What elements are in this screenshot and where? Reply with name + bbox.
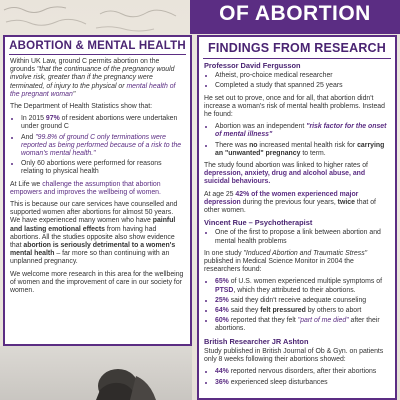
statistics-list [10, 115, 185, 176]
list-item: • One of the first to propose a link between abortion and mental health problems [215, 229, 390, 245]
ashton-title: British Researcher JR Ashton [204, 336, 309, 346]
list-item [215, 307, 390, 315]
text: that of other women. [204, 198, 376, 215]
text: Within UK Law, ground C permits abortion on the grounds [10, 58, 160, 74]
fergusson-facts [204, 72, 390, 90]
text: of U.S. women experienced multiple symptoms of [228, 278, 382, 286]
handwriting-background [0, 0, 190, 36]
care-services-paragraph [10, 201, 185, 267]
list-item [215, 142, 390, 158]
bold: no [249, 141, 258, 149]
highlight: 25% [215, 296, 229, 304]
list-item [215, 278, 390, 294]
bold: painful and lasting emotional effects [10, 217, 176, 233]
list-item [21, 115, 185, 131]
left-panel-heading: ABORTION & MENTAL HEALTH [9, 37, 186, 55]
highlight: 60% [215, 317, 229, 325]
text: , which they attributed to their abortions. [233, 286, 356, 294]
text: by others to abort [305, 307, 362, 315]
text: Abortion was an independent [215, 123, 307, 131]
list-item [215, 123, 390, 139]
fergusson-paragraph: He set out to prove, once and for all, that abortion didn't increase a woman's risk of mental health problems. Instead he found: [204, 94, 385, 119]
text: of resident abortions were undertaken under ground C [21, 115, 178, 131]
text: published in Medical Science Monitor in 2004 the researchers found: [204, 258, 354, 274]
bold: abortion is seriously detrimental to a women's mental health [10, 242, 176, 258]
bold: twice [337, 198, 355, 206]
text: after their abortions. [215, 317, 380, 333]
list-item [215, 297, 390, 305]
statistics-intro: The Department of Health Statistics show that: [10, 103, 153, 111]
research-welcome-paragraph: We welcome more research in this area for the wellbeing of women and the improvement of care in our society for women. [10, 270, 184, 295]
quote: "Induced Abortion and Traumatic Stress" [243, 249, 368, 257]
woman-photo [0, 346, 192, 400]
ashton-paragraph: Study published in British Journal of Ob & Gyn. on patients only 8 weeks following their abortions showed: [204, 347, 384, 364]
banner-title: OF ABORTION [219, 2, 371, 25]
quote-end: " [72, 90, 76, 98]
text: – far more so than continuing with an unplanned pregnancy. [10, 250, 170, 266]
highlight: 65% [215, 278, 229, 286]
bold: carrying an "unwanted" pregnancy [215, 141, 385, 157]
highlight: challenge the assumption that abortion empowers and improves the wellbeing of women. [10, 180, 161, 196]
text: In 2015 [21, 115, 46, 123]
list-item [21, 134, 185, 159]
linked-rates-paragraph [204, 162, 390, 187]
fergusson-title: Professor David Fergusson [204, 61, 301, 70]
highlight: 36% [215, 378, 229, 386]
text: from having had abortions. All the studies opposite also show evidence that [10, 225, 175, 250]
age-25-paragraph [204, 191, 390, 216]
left-panel-body [5, 58, 190, 295]
fergusson-findings [204, 123, 390, 158]
highlight: 42% of the women experienced major depression [204, 190, 359, 206]
text: The study found abortion was linked to higher rates of [204, 162, 368, 170]
bold: felt pressured [260, 307, 306, 315]
list-item [215, 379, 390, 387]
ground-c-paragraph [10, 58, 185, 99]
rue-study-paragraph [204, 250, 390, 275]
highlight: 44% [215, 368, 229, 376]
ashton-findings [204, 368, 390, 386]
title-banner [190, 0, 400, 34]
text: In one study [204, 249, 244, 257]
highlight: "99.8% of ground C only terminations were reported as being performed because of a risk to the woman's mental health." [21, 133, 182, 158]
text: There was [215, 141, 250, 149]
highlight: "risk factor for the onset of mental illness" [215, 123, 387, 139]
rue-findings [204, 278, 390, 333]
text: said they [228, 307, 261, 315]
text: increased mental health risk for [257, 141, 358, 149]
research-findings-panel [197, 35, 397, 400]
list-item: • Only 60 abortions were performed for reasons relating to physical health [21, 160, 185, 176]
quote: "that the continuance of the pregnancy would involve risk, greater than if the pregnancy were terminated, of injury to the physical or [10, 66, 175, 90]
list-item [215, 317, 390, 333]
text: during the previous four years, [240, 198, 338, 206]
mental-health-panel [3, 35, 192, 346]
text: experienced sleep disturbances [228, 378, 328, 386]
list-item: • Completed a study that spanned 25 years [215, 82, 390, 90]
highlight: 97% [45, 115, 60, 123]
text: This is because our care services have counselled and supported women after abortions for almost 50 years. We have experienced many women who have [10, 201, 178, 225]
text: said they didn't receive adequate counseling [228, 296, 367, 304]
text: At age 25 [204, 190, 236, 198]
rue-title: Vincent Rue – Psychotherapist [204, 218, 313, 228]
highlight: depression, anxiety, drug and alcohol abuse, and suicidal behaviours. [204, 170, 366, 186]
rue-facts [204, 229, 390, 245]
woman-silhouette [0, 346, 192, 400]
list-item: • Atheist, pro-choice medical researcher [215, 72, 390, 80]
right-panel-body [199, 62, 395, 387]
text: And [21, 133, 36, 141]
text: At Life we [10, 180, 43, 188]
highlight: 64% [215, 307, 229, 315]
text: to term. [300, 149, 326, 157]
highlight: PTSD [215, 286, 234, 294]
quote: "part of me died" [297, 317, 349, 325]
text: reported that they felt [228, 317, 298, 325]
right-panel-heading: FINDINGS FROM RESEARCH [203, 37, 391, 59]
list-item [215, 368, 390, 376]
challenge-paragraph [10, 181, 185, 197]
highlight: mental health of the pregnant woman [10, 82, 176, 98]
text: reported nervous disorders, after their abortions [228, 368, 377, 376]
